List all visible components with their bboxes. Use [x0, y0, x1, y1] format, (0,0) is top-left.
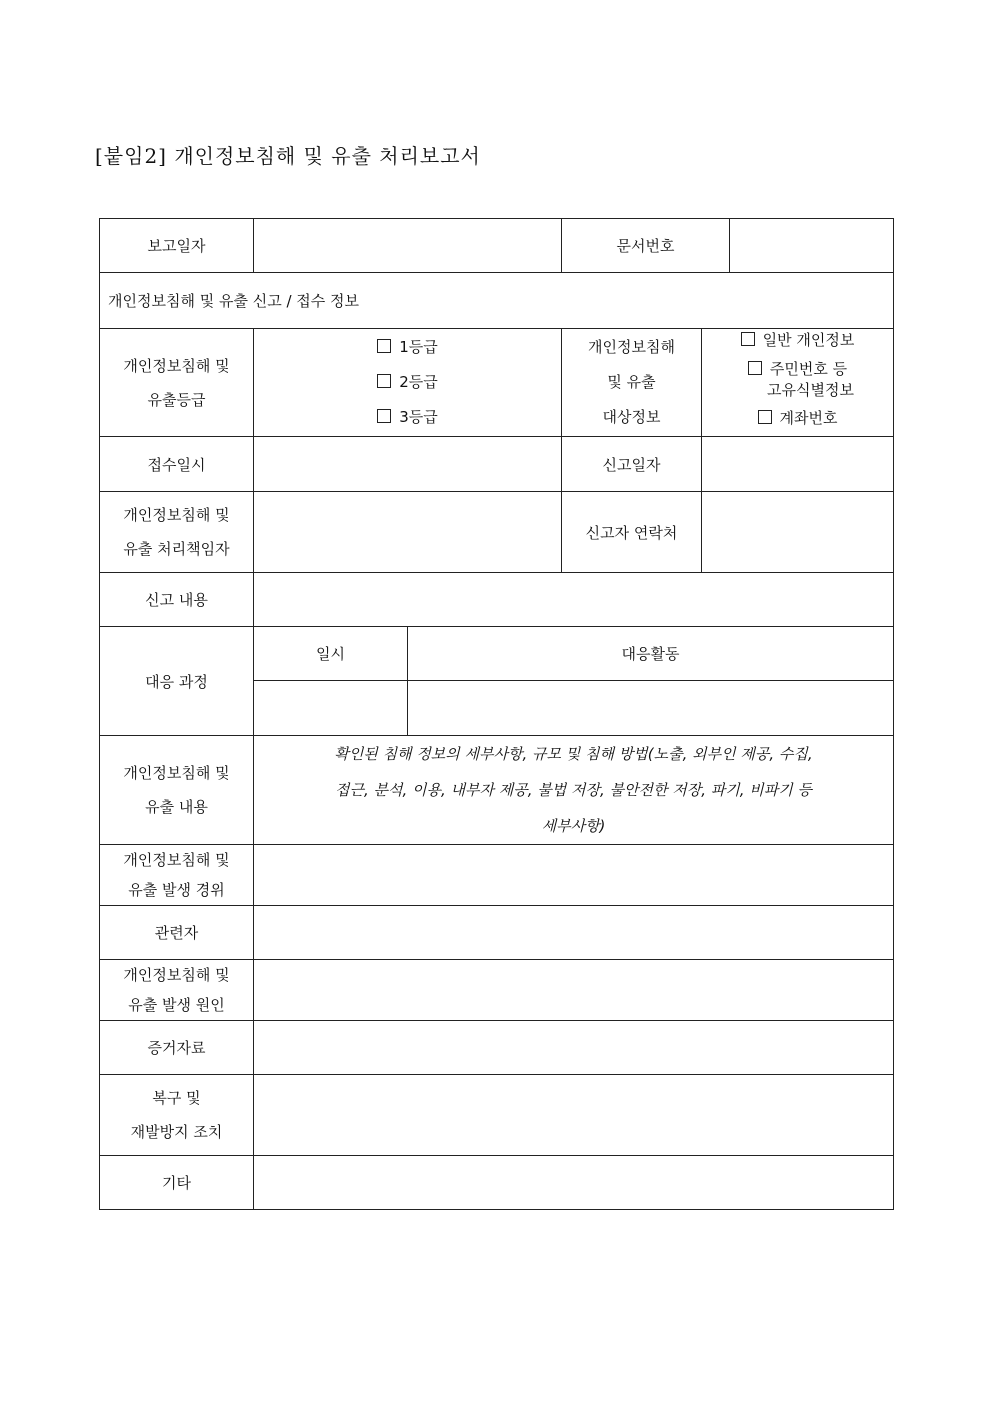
page-title: [붙임2] 개인정보침해 및 유출 처리보고서 [95, 144, 481, 168]
report-content-label: 신고 내용 [100, 573, 254, 627]
doc-number-label: 문서번호 [562, 219, 730, 273]
manager-field[interactable] [254, 492, 562, 573]
checkbox-icon [377, 374, 391, 388]
report-date-field[interactable] [254, 219, 562, 273]
target-account-option[interactable]: 계좌번호 [702, 407, 893, 429]
report-form-table [99, 218, 894, 1210]
checkbox-icon [377, 409, 391, 423]
manager-label: 개인정보침해 및 유출 처리책임자 [100, 492, 254, 573]
evidence-field[interactable] [254, 1021, 894, 1075]
leak-cause-label: 개인정보침해 및 유출 발생 원인 [100, 960, 254, 1021]
evidence-label: 증거자료 [100, 1021, 254, 1075]
grade-2-option[interactable]: 2등급 [254, 365, 561, 400]
related-person-field[interactable] [254, 906, 894, 960]
response-activity-field[interactable] [408, 681, 894, 736]
grade-3-option[interactable]: 3등급 [254, 400, 561, 435]
leak-content-description[interactable]: 확인된 침해 정보의 세부사항, 규모 및 침해 방법(노출, 외부인 제공, 수집, 접근, 분석, 이용, 내부자 제공, 불법 저장, 불안전한 저장, 파기, 비파기 등 세부사항) [254, 736, 894, 845]
target-info-options [702, 329, 894, 437]
checkbox-icon [377, 339, 391, 353]
target-general-option[interactable]: 일반 개인정보 [702, 329, 893, 351]
grade-options [254, 329, 562, 437]
response-activity-header: 대응활동 [408, 627, 894, 681]
report-day-label: 신고일자 [562, 437, 702, 492]
checkbox-icon [758, 410, 772, 424]
target-resident-no-option[interactable]: 주민번호 등 고유식별정보 [702, 358, 893, 400]
checkbox-icon [748, 361, 762, 375]
receipt-datetime-label: 접수일시 [100, 437, 254, 492]
leak-history-field[interactable] [254, 845, 894, 906]
etc-label: 기타 [100, 1156, 254, 1210]
recovery-label: 복구 및 재발방지 조치 [100, 1075, 254, 1156]
etc-field[interactable] [254, 1156, 894, 1210]
recovery-field[interactable] [254, 1075, 894, 1156]
receipt-datetime-field[interactable] [254, 437, 562, 492]
report-content-field[interactable] [254, 573, 894, 627]
report-day-field[interactable] [702, 437, 894, 492]
leak-content-label: 개인정보침해 및 유출 내용 [100, 736, 254, 845]
report-date-label: 보고일자 [100, 219, 254, 273]
checkbox-icon [741, 332, 755, 346]
section-heading: 개인정보침해 및 유출 신고 / 접수 정보 [100, 273, 894, 329]
leak-history-label: 개인정보침해 및 유출 발생 경위 [100, 845, 254, 906]
related-person-label: 관련자 [100, 906, 254, 960]
response-time-field[interactable] [254, 681, 408, 736]
contact-label: 신고자 연락처 [562, 492, 702, 573]
target-info-label: 개인정보침해 및 유출 대상정보 [562, 329, 702, 437]
contact-field[interactable] [702, 492, 894, 573]
response-label: 대응 과정 [100, 627, 254, 736]
response-time-header: 일시 [254, 627, 408, 681]
doc-number-field[interactable] [730, 219, 894, 273]
leak-cause-field[interactable] [254, 960, 894, 1021]
grade-1-option[interactable]: 1등급 [254, 330, 561, 365]
grade-label: 개인정보침해 및 유출등급 [100, 329, 254, 437]
